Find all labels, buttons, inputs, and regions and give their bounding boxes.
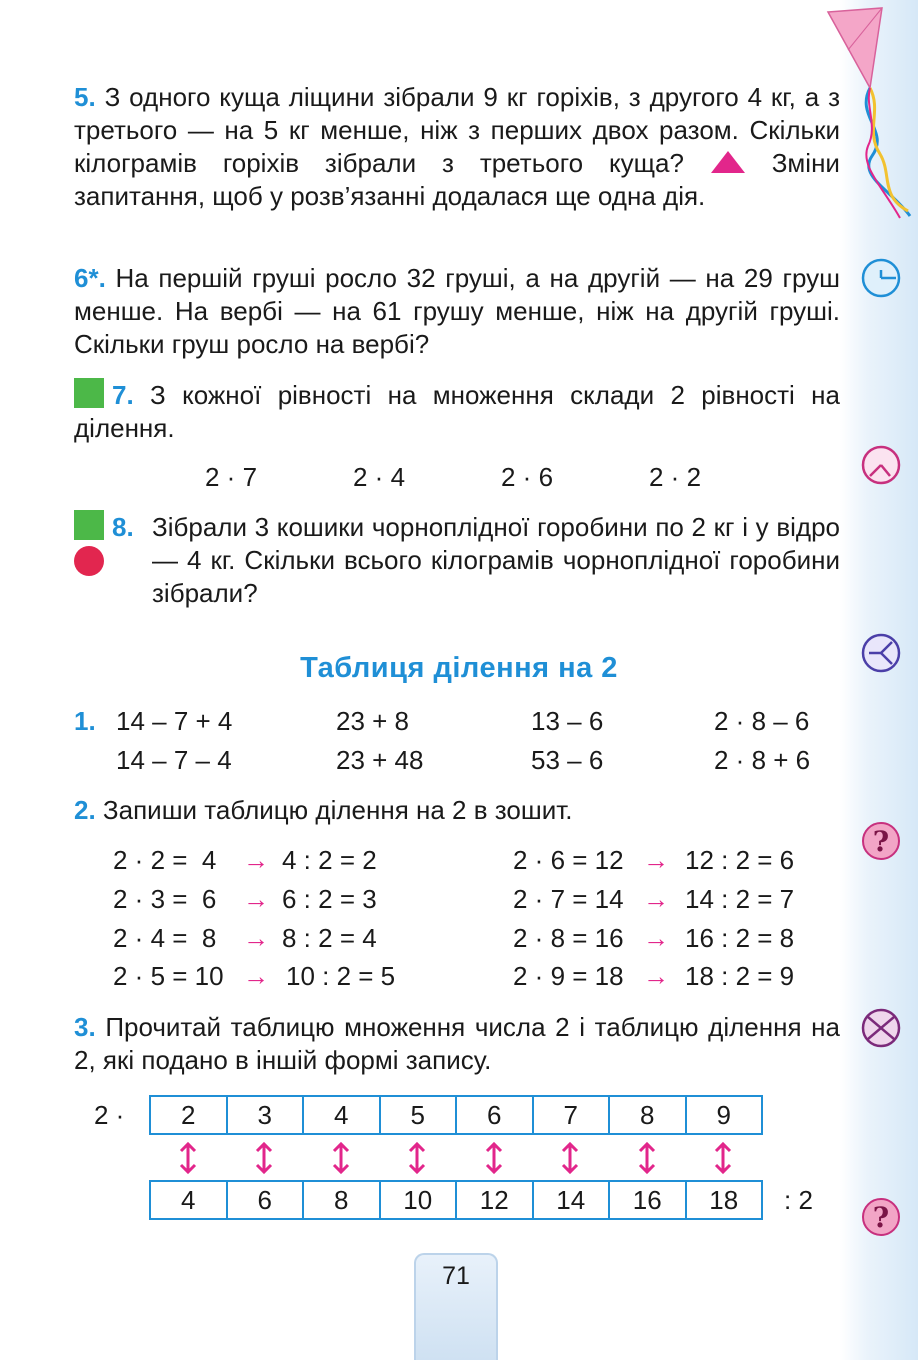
mult-equation: 2 · 6 = 12: [513, 845, 624, 875]
expression: 2 · 7: [205, 462, 258, 492]
svg-text:?: ?: [872, 825, 890, 858]
expression: 53 – 6: [531, 745, 604, 775]
task-text: На першій груші росло 32 груші, а на другій — на 29 груш менше. На вербі — на 61 грушу менше, ніж на другій груші. Скільки груш росло на вербі?: [74, 263, 840, 359]
div-equation: 18 : 2 = 9: [685, 961, 795, 991]
table-right-label: : 2: [784, 1185, 813, 1215]
div-equation: 6 : 2 = 3: [282, 884, 377, 914]
arrow-icon: →: [643, 845, 669, 875]
expression: 23 + 48: [336, 745, 424, 775]
task-text: З кожної рівності на множення склади 2 рівності на ділення.: [74, 380, 840, 443]
cell: 10: [380, 1181, 457, 1219]
cell: 14: [533, 1181, 610, 1219]
cell: 6: [227, 1181, 304, 1219]
arrow-icon: →: [243, 845, 269, 875]
clock-icon: [860, 1007, 902, 1049]
cell: 7: [533, 1096, 610, 1134]
task-number: 8.: [112, 512, 134, 542]
clock-icon: [860, 257, 902, 299]
expression: 2 · 8 + 6: [714, 745, 811, 775]
double-arrow-icon: [254, 1141, 274, 1175]
task-7: [74, 379, 840, 445]
exercise-text: Запиши таблицю ділення на 2 в зошит.: [102, 795, 573, 825]
cell: 9: [686, 1096, 763, 1134]
arrow-icon: →: [643, 923, 669, 953]
mult-equation: 2 · 8 = 16: [513, 923, 624, 953]
expression: 2 · 6: [501, 462, 554, 492]
expression: 23 + 8: [336, 706, 410, 736]
triangle-icon: [710, 150, 746, 174]
green-square-icon: [74, 510, 104, 540]
exercise-number: 1.: [74, 706, 96, 736]
div-equation: 8 : 2 = 4: [282, 923, 377, 953]
div-equation: 16 : 2 = 8: [685, 923, 795, 953]
div-equation: 4 : 2 = 2: [282, 845, 377, 875]
mult-equation: 2 · 2 = 4: [113, 845, 217, 875]
clock-icon: [860, 444, 902, 486]
question-icon: [860, 1196, 902, 1238]
double-arrow-icon: [178, 1141, 198, 1175]
page-number: 71: [442, 1262, 470, 1290]
double-arrow-icon: [331, 1141, 351, 1175]
cell: 2: [150, 1096, 227, 1134]
mult-equation: 2 · 9 = 18: [513, 961, 624, 991]
arrow-icon: →: [243, 923, 269, 953]
red-circle-icon: [74, 546, 104, 576]
task-text: Зібрали 3 кошики чорноплідної горобини по 2 кг і у відро — 4 кг. Скільки всього кілограмів чорноплідної горобини зібрали?: [152, 512, 840, 608]
double-arrow-icon: [407, 1141, 427, 1175]
exercise-3: [74, 1011, 840, 1077]
question-icon: [860, 820, 902, 862]
svg-text:?: ?: [872, 1201, 890, 1234]
div-equation: 14 : 2 = 7: [685, 884, 795, 914]
double-arrow-icon: [484, 1141, 504, 1175]
cell: 12: [456, 1181, 533, 1219]
task-number: 6*.: [74, 263, 106, 293]
table-left-label: 2 ·: [94, 1100, 125, 1130]
cell: 8: [303, 1181, 380, 1219]
div-equation: 10 : 2 = 5: [286, 961, 396, 991]
task-text: З одного куща ліщини зібрали 9 кг горіхів, з другого 4 кг, а з третього — на 5 кг менше, ніж з перших двох разом. Скільки кілограмів горіхів зібрали з третього куща?: [74, 82, 840, 178]
cell: 3: [227, 1096, 304, 1134]
double-arrow-icon: [637, 1141, 657, 1175]
double-arrow-icon: [560, 1141, 580, 1175]
multiplier-row: [149, 1095, 763, 1135]
exercise-number: 3.: [74, 1012, 96, 1042]
mult-equation: 2 · 7 = 14: [513, 884, 624, 914]
exercise-number: 2.: [74, 795, 96, 825]
task-number: 5.: [74, 82, 96, 112]
cell: 4: [150, 1181, 227, 1219]
task-5: [74, 81, 840, 213]
cell: 16: [609, 1181, 686, 1219]
expression: 13 – 6: [531, 706, 604, 736]
task-number: 7.: [112, 380, 134, 410]
expression: 14 – 7 + 4: [116, 706, 233, 736]
cell: 18: [686, 1181, 763, 1219]
arrow-icon: →: [243, 961, 269, 991]
task-8: [152, 511, 840, 610]
mult-equation: 2 · 3 = 6: [113, 884, 217, 914]
cell: 6: [456, 1096, 533, 1134]
arrow-icon: →: [243, 884, 269, 914]
mult-equation: 2 · 5 = 10: [113, 961, 224, 991]
exercise-2: [74, 794, 840, 827]
expression: 2 · 2: [649, 462, 702, 492]
expression: 14 – 7 – 4: [116, 745, 232, 775]
section-title: Таблиця ділення на 2: [300, 652, 618, 684]
cell: 4: [303, 1096, 380, 1134]
double-arrow-icon: [713, 1141, 733, 1175]
arrow-icon: →: [643, 884, 669, 914]
product-row: [149, 1180, 763, 1220]
mult-equation: 2 · 4 = 8: [113, 923, 217, 953]
task-text-extra: Зміни запитання, щоб у розв’язанні додалася ще одна дія.: [74, 148, 840, 211]
arrow-icon: →: [643, 961, 669, 991]
expression: 2 · 8 – 6: [714, 706, 810, 736]
expression: 2 · 4: [353, 462, 406, 492]
div-equation: 12 : 2 = 6: [685, 845, 795, 875]
task-6: [74, 262, 840, 361]
exercise-text: Прочитай таблицю множення числа 2 і таблицю ділення на 2, які подано в іншій формі запису.: [74, 1012, 840, 1075]
cell: 8: [609, 1096, 686, 1134]
cell: 5: [380, 1096, 457, 1134]
